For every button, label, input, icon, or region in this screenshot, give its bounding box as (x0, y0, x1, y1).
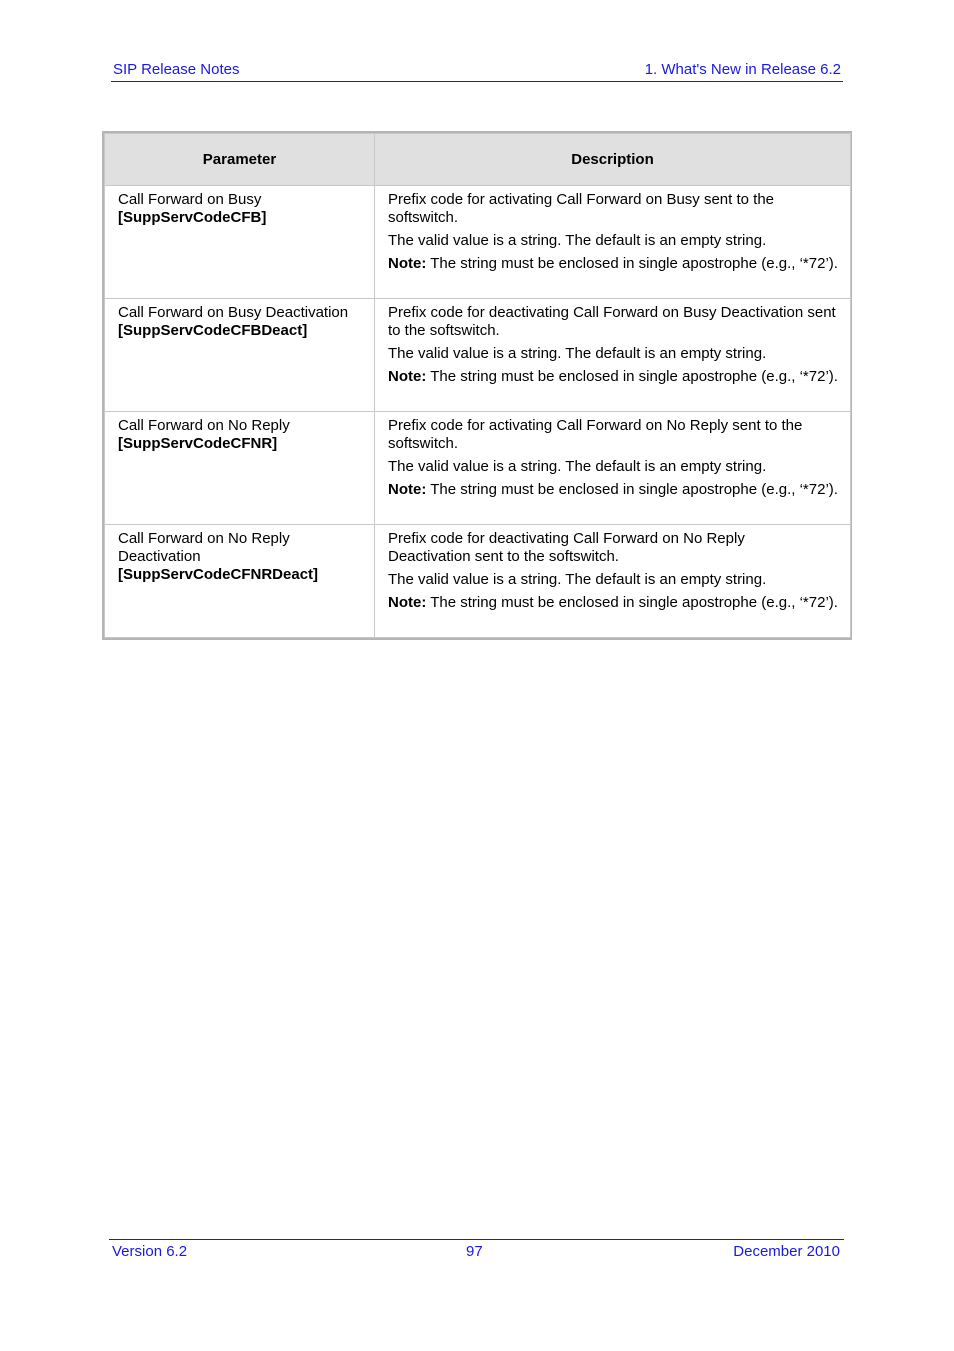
parameter-name: [SuppServCodeCFB] (118, 209, 267, 226)
note-text: The string must be enclosed in single apostrophe (e.g., ‘*72’). (426, 481, 838, 498)
note-paragraph (388, 481, 842, 499)
parameter-label: Call Forward on Busy Deactivation (118, 304, 349, 321)
valid-value-text: The valid value is a string. The default is an empty string. (388, 458, 767, 475)
note-text: The string must be enclosed in single apostrophe (e.g., ‘*72’). (426, 255, 838, 272)
note-label: Note: (388, 255, 427, 272)
note-text: The string must be enclosed in single apostrophe (e.g., ‘*72’). (426, 368, 838, 385)
description-cell (375, 525, 851, 638)
parameter-cell (105, 525, 375, 638)
note-paragraph (388, 368, 842, 386)
note-label: Note: (388, 368, 427, 385)
parameter-cell (105, 299, 375, 412)
parameter-label: Call Forward on No Reply (118, 417, 290, 434)
table-row (105, 186, 851, 299)
parameter-label: Call Forward on Busy (118, 191, 262, 208)
note-text: The string must be enclosed in single apostrophe (e.g., ‘*72’). (426, 594, 838, 611)
column-header-parameter: Parameter (105, 134, 375, 186)
header-doc-title: SIP Release Notes (113, 61, 240, 78)
parameter-name: [SuppServCodeCFBDeact] (118, 322, 308, 339)
table-row (105, 299, 851, 412)
footer-version: Version 6.2 (112, 1243, 188, 1260)
parameter-name: [SuppServCodeCFNRDeact] (118, 566, 319, 583)
note-paragraph (388, 594, 842, 612)
note-label: Note: (388, 594, 427, 611)
column-header-description: Description (375, 134, 851, 186)
note-paragraph (388, 255, 842, 273)
description-cell (375, 412, 851, 525)
description-cell (375, 186, 851, 299)
parameter-name: [SuppServCodeCFNR] (118, 435, 278, 452)
parameter-table (102, 131, 852, 640)
page-footer (109, 1239, 844, 1264)
description-text: Prefix code for deactivating Call Forward on Busy Deactivation sent to the softswitch. (388, 304, 836, 339)
parameter-cell (105, 412, 375, 525)
table-row (105, 525, 851, 638)
parameter-cell (105, 186, 375, 299)
valid-value-text: The valid value is a string. The default is an empty string. (388, 571, 767, 588)
description-text: Prefix code for activating Call Forward on Busy sent to the softswitch. (388, 191, 775, 226)
table-row (105, 412, 851, 525)
footer-page-number: 97 (466, 1243, 483, 1260)
valid-value-text: The valid value is a string. The default is an empty string. (388, 232, 767, 249)
table-header-row (105, 134, 851, 186)
description-text: Prefix code for deactivating Call Forward on No Reply Deactivation sent to the softswitch. (388, 530, 745, 565)
valid-value-text: The valid value is a string. The default is an empty string. (388, 345, 767, 362)
description-text: Prefix code for activating Call Forward on No Reply sent to the softswitch. (388, 417, 803, 452)
footer-date: December 2010 (733, 1243, 840, 1260)
page-header (111, 60, 843, 82)
parameter-label: Call Forward on No Reply Deactivation (118, 530, 290, 565)
description-cell (375, 299, 851, 412)
note-label: Note: (388, 481, 427, 498)
header-section-title: 1. What's New in Release 6.2 (644, 61, 841, 78)
